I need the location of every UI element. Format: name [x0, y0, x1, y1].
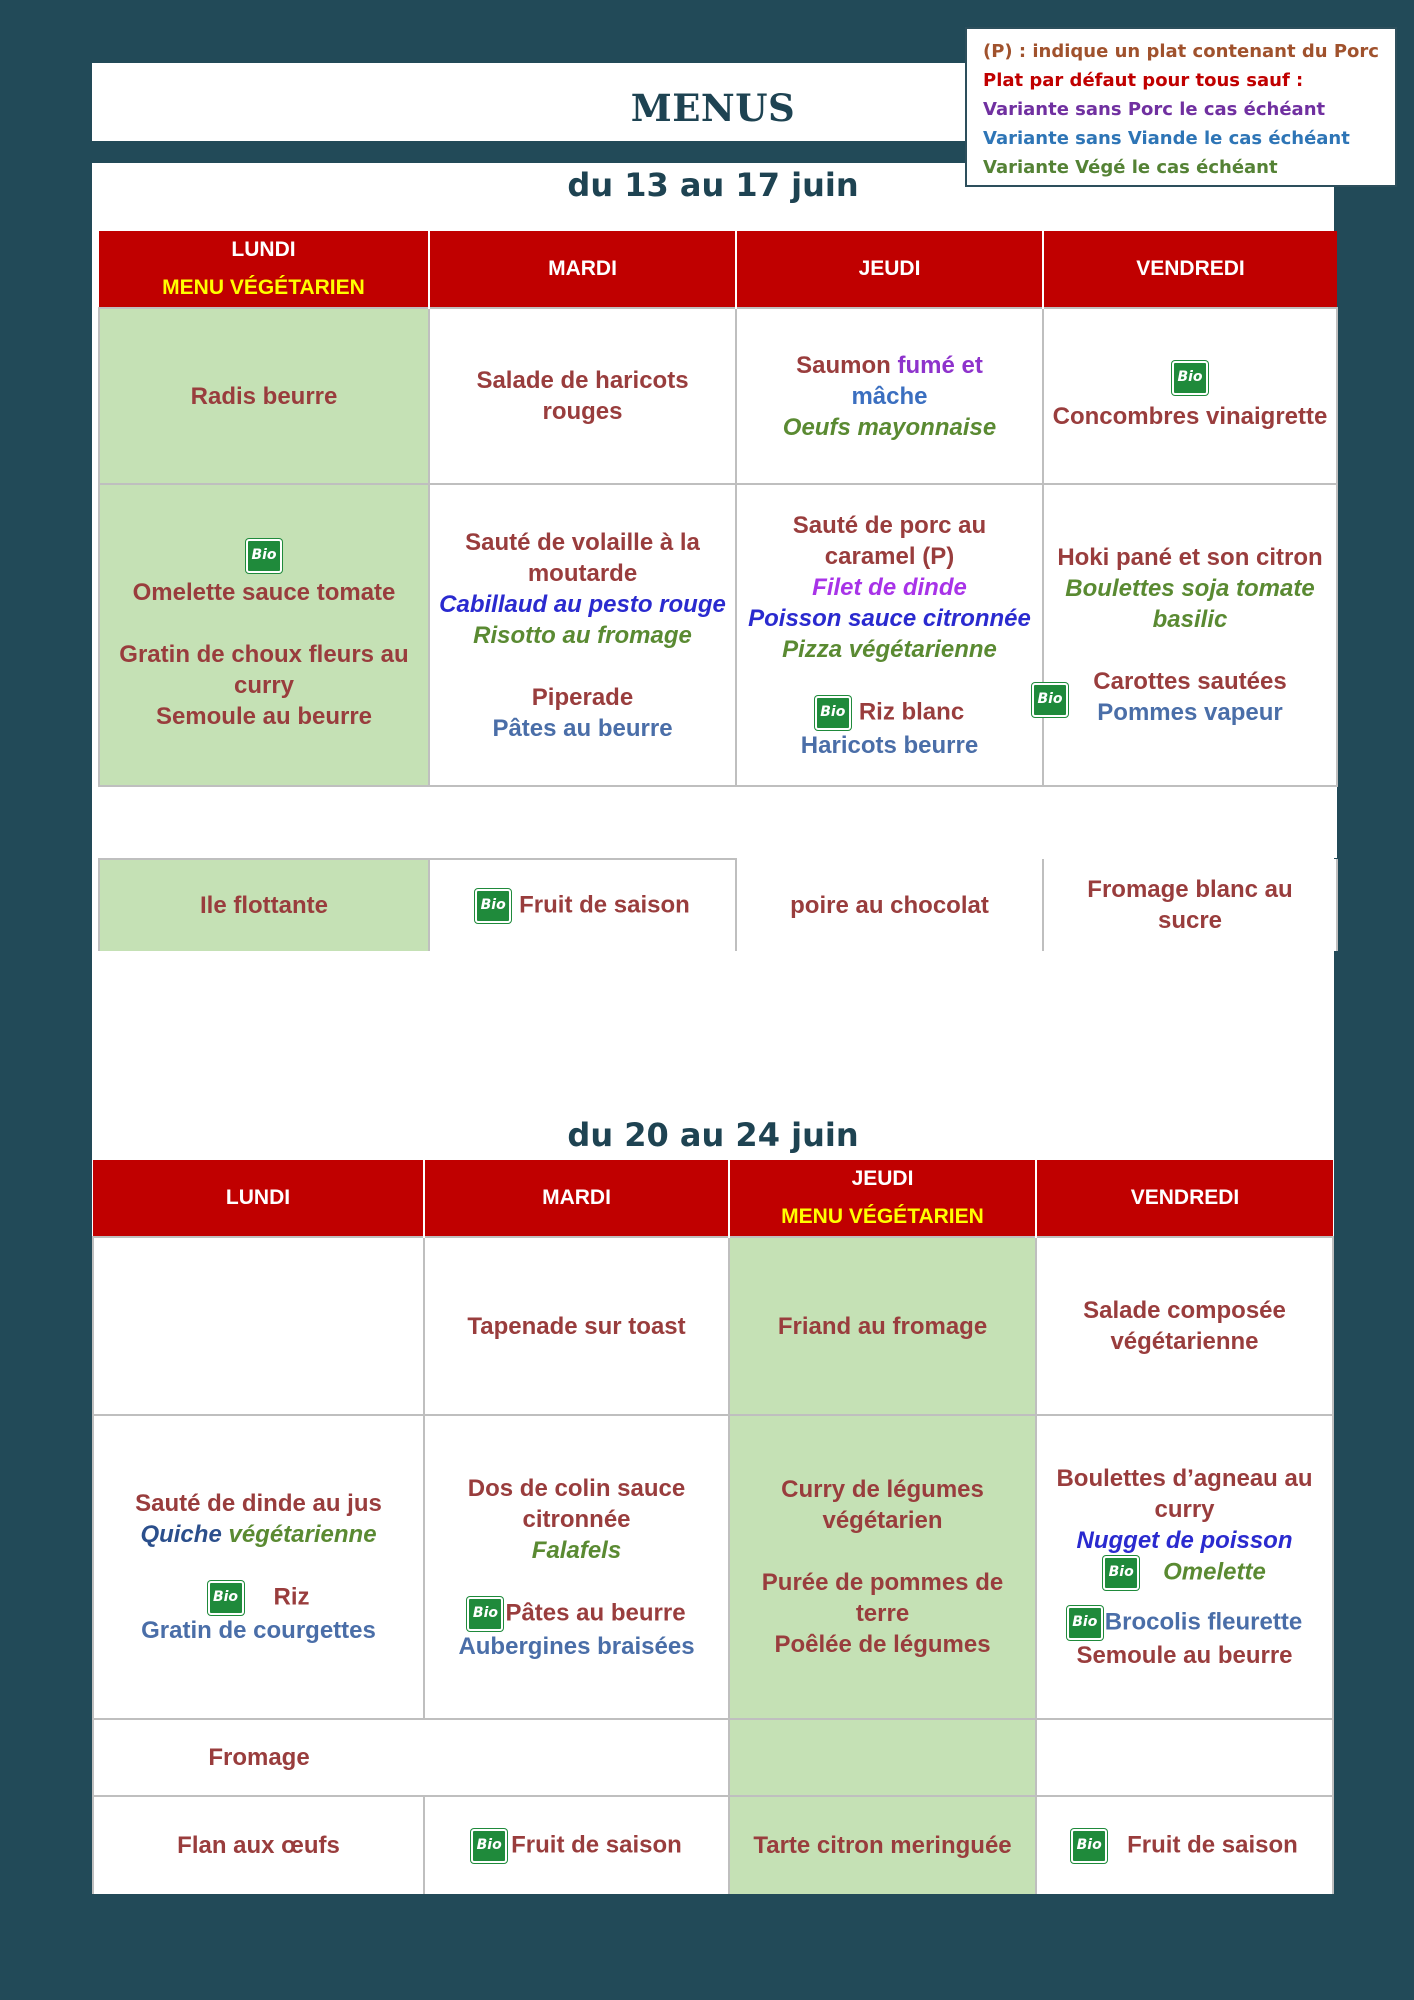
week1-menu-table — [98, 231, 1338, 951]
week2-main-lundi: Sauté de dinde au jus Quiche végétarienne Bio Riz Gratin de courgettes — [93, 1415, 424, 1719]
week1-starter-jeudi: Saumon fumé et mâche Oeufs mayonnaise — [736, 308, 1043, 484]
legend-vege: Variante Végé le cas échéant — [983, 157, 1278, 178]
week2-cheese-lundi: Fromage — [93, 1719, 424, 1796]
week1-dessert-mardi: Bio Fruit de saison — [429, 859, 736, 951]
bio-icon: Bio — [246, 539, 282, 573]
week1-header-row — [99, 231, 1337, 308]
week2-header-lundi: LUNDI — [93, 1160, 424, 1237]
bio-icon: Bio — [1032, 683, 1068, 717]
week1-main-jeudi: Sauté de porc au caramel (P) Filet de dinde Poisson sauce citronnée Pizza végétarienne Bio Riz blanc Haricots beurre — [736, 484, 1043, 786]
bio-icon: Bio — [475, 889, 511, 923]
week2-main-jeudi: Curry de légumes végétarien Purée de pommes de terre Poêlée de légumes — [729, 1415, 1036, 1719]
week2-main-row — [93, 1415, 1333, 1719]
week2-cheese-row — [93, 1719, 1333, 1796]
week2-starter-lundi — [93, 1237, 424, 1415]
bio-icon: Bio — [208, 1581, 244, 1615]
week2-dessert-jeudi: Tarte citron meringuée — [729, 1796, 1036, 1894]
week1-dessert-vendredi: Fromage blanc au sucre — [1043, 859, 1337, 951]
bio-icon: Bio — [1071, 1829, 1107, 1863]
week1-starter-lundi: Radis beurre — [99, 308, 429, 484]
bio-icon: Bio — [815, 696, 851, 730]
week1-header-lundi: LUNDI MENU VÉGÉTARIEN — [99, 231, 429, 308]
week2-main-mardi: Dos de colin sauce citronnée Falafels Bio Pâtes au beurre Aubergines braisées — [424, 1415, 729, 1719]
week1-dessert-row — [99, 859, 1337, 951]
page-title: MENUS — [630, 86, 796, 130]
week2-dessert-vendredi: Bio Fruit de saison — [1036, 1796, 1333, 1894]
week1-main-mardi: Sauté de volaille à la moutarde Cabillaud au pesto rouge Risotto au fromage Piperade Pâtes au beurre — [429, 484, 736, 786]
week1-starter-row — [99, 308, 1337, 484]
legend-no-pork: Variante sans Porc le cas échéant — [983, 99, 1326, 120]
legend-default: Plat par défaut pour tous sauf : — [983, 70, 1304, 91]
bio-icon: Bio — [1103, 1556, 1139, 1590]
week2-starter-row — [93, 1237, 1333, 1415]
week1-spacer-row — [99, 786, 1337, 859]
legend-pork: (P) : indique un plat contenant du Porc — [983, 41, 1379, 62]
week1-header-jeudi: JEUDI — [736, 231, 1043, 308]
week1-dessert-jeudi: poire au chocolat — [736, 859, 1043, 951]
week2-main-vendredi: Boulettes d’agneau au curry Nugget de poisson Bio Omelette Bio Brocolis fleurette Semoule au beurre — [1036, 1415, 1333, 1719]
bio-icon: Bio — [1067, 1606, 1103, 1640]
week2-dessert-mardi: Bio Fruit de saison — [424, 1796, 729, 1894]
week2-menu-table — [92, 1160, 1334, 1894]
week1-starter-mardi: Salade de haricots rouges — [429, 308, 736, 484]
week2-dessert-lundi: Flan aux œufs — [93, 1796, 424, 1894]
week2-header-jeudi: JEUDI MENU VÉGÉTARIEN — [729, 1160, 1036, 1237]
week2-starter-jeudi: Friand au fromage — [729, 1237, 1036, 1415]
week1-main-vendredi: Hoki pané et son citron Boulettes soja tomate basilic Bio Carottes sautées Pommes vapeur — [1043, 484, 1337, 786]
bio-icon: Bio — [467, 1597, 503, 1631]
bio-icon: Bio — [1172, 361, 1208, 395]
week2-starter-mardi: Tapenade sur toast — [424, 1237, 729, 1415]
week1-title: du 13 au 17 juin — [567, 166, 859, 204]
week2-header-mardi: MARDI — [424, 1160, 729, 1237]
legend-box — [965, 27, 1397, 187]
week1-main-row — [99, 484, 1337, 786]
legend-no-meat: Variante sans Viande le cas échéant — [983, 128, 1350, 149]
week2-dessert-row — [93, 1796, 1333, 1894]
week1-header-vendredi: VENDREDI — [1043, 231, 1337, 308]
week2-starter-vendredi: Salade composée végétarienne — [1036, 1237, 1333, 1415]
week1-dessert-lundi: Ile flottante — [99, 859, 429, 951]
week1-starter-vendredi: Bio Concombres vinaigrette — [1043, 308, 1337, 484]
week2-title: du 20 au 24 juin — [567, 1116, 859, 1154]
week2-header-row — [93, 1160, 1333, 1237]
week1-main-lundi: Bio Omelette sauce tomate Gratin de choux fleurs au curry Semoule au beurre — [99, 484, 429, 786]
week1-header-mardi: MARDI — [429, 231, 736, 308]
bio-icon: Bio — [471, 1829, 507, 1863]
week2-header-vendredi: VENDREDI — [1036, 1160, 1333, 1237]
